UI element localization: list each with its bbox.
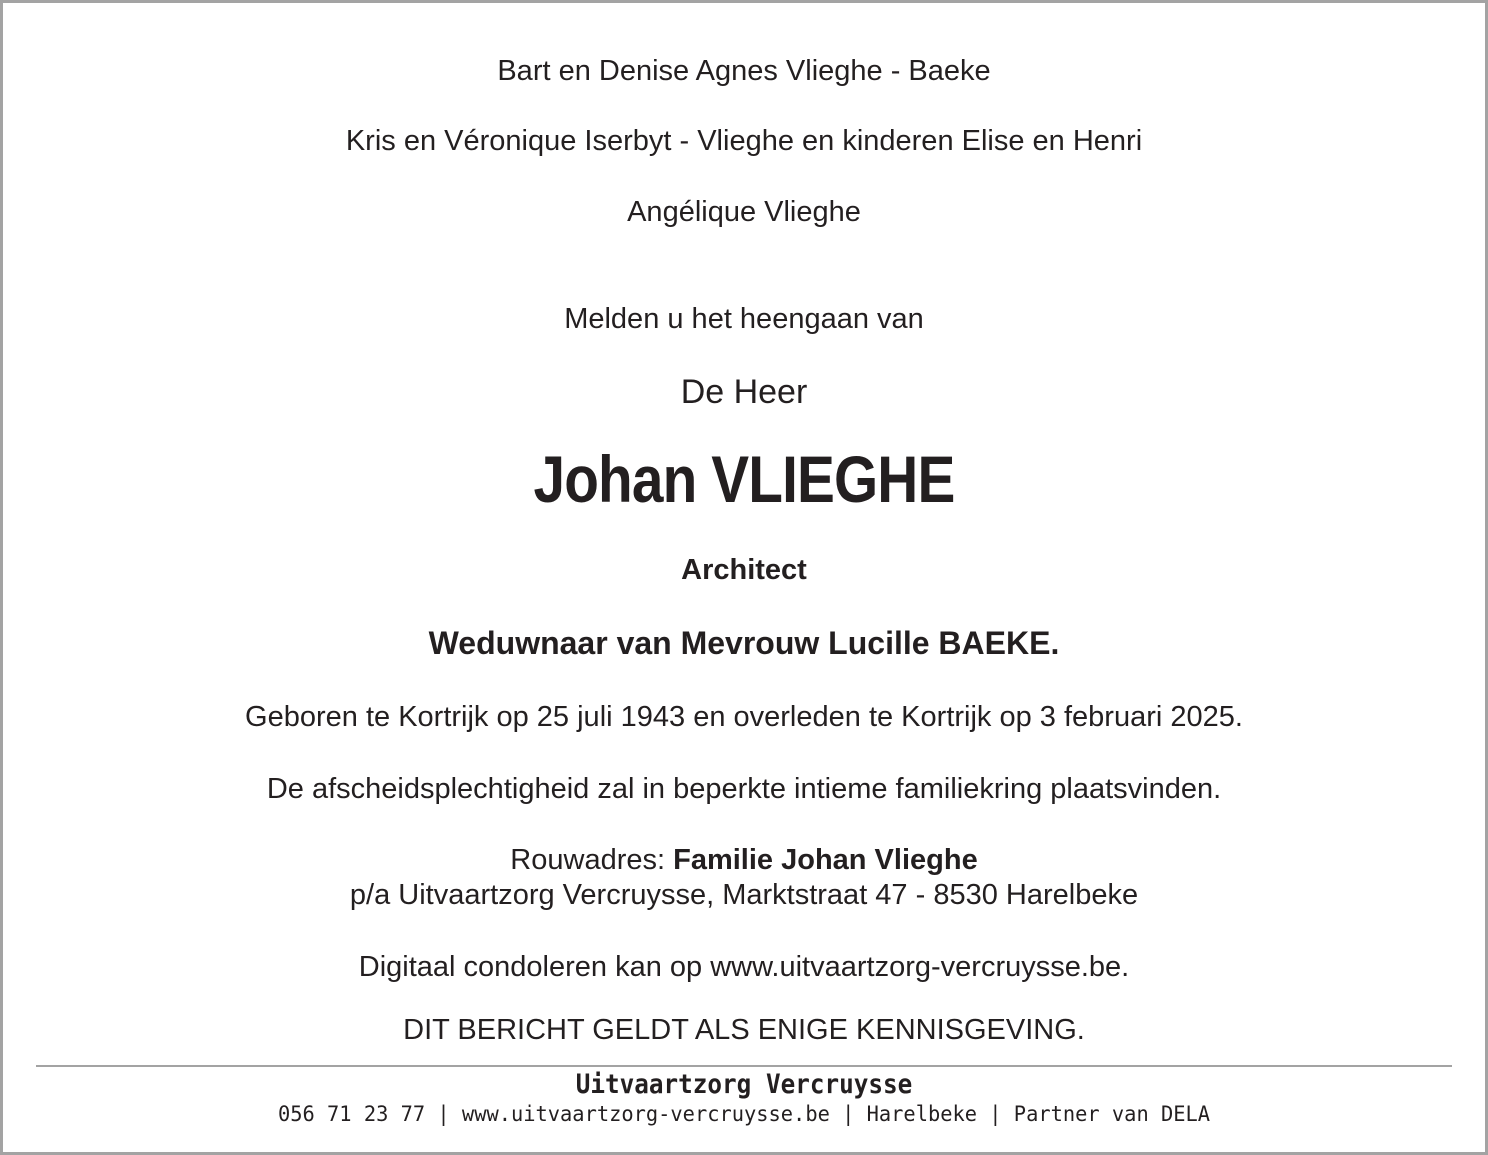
deceased-name: Johan VLIEGHE	[533, 442, 955, 516]
notice-line: DIT BERICHT GELDT ALS ENIGE KENNISGEVING.	[403, 1014, 1085, 1046]
widower-line: Weduwnaar van Mevrouw Lucille BAEKE.	[428, 625, 1060, 661]
mourning-address-name: Familie Johan Vlieghe	[673, 844, 978, 876]
mourning-address-street: p/a Uitvaartzorg Vercruysse, Marktstraat 47 - 8530 Harelbeke	[349, 879, 1139, 911]
family-line-1: Bart en Denise Agnes Vlieghe - Baeke	[497, 55, 991, 87]
footer-divider	[36, 1065, 1452, 1067]
digital-condolence-line: Digitaal condoleren kan op www.uitvaartzorg-vercruysse.be.	[358, 951, 1130, 983]
funeral-home-contact: 056 71 23 77 | www.uitvaartzorg-vercruysse.be | Harelbeke | Partner van DELA	[277, 1102, 1211, 1126]
profession: Architect	[681, 554, 807, 586]
family-line-2: Kris en Véronique Iserbyt - Vlieghe en kinderen Elise en Henri	[345, 125, 1143, 157]
birth-death-line: Geboren te Kortrijk op 25 juli 1943 en overleden te Kortrijk op 3 februari 2025.	[245, 701, 1243, 733]
announcement-text: Melden u het heengaan van	[564, 303, 924, 335]
mourning-address-label: Rouwadres:	[510, 844, 674, 876]
funeral-home-name: Uitvaartzorg Vercruysse	[575, 1069, 913, 1100]
honorific: De Heer	[680, 373, 808, 411]
family-line-3: Angélique Vlieghe	[627, 196, 861, 228]
ceremony-line: De afscheidsplechtigheid zal in beperkte intieme familiekring plaatsvinden.	[266, 773, 1222, 805]
mourning-address-line	[0, 846, 1488, 875]
